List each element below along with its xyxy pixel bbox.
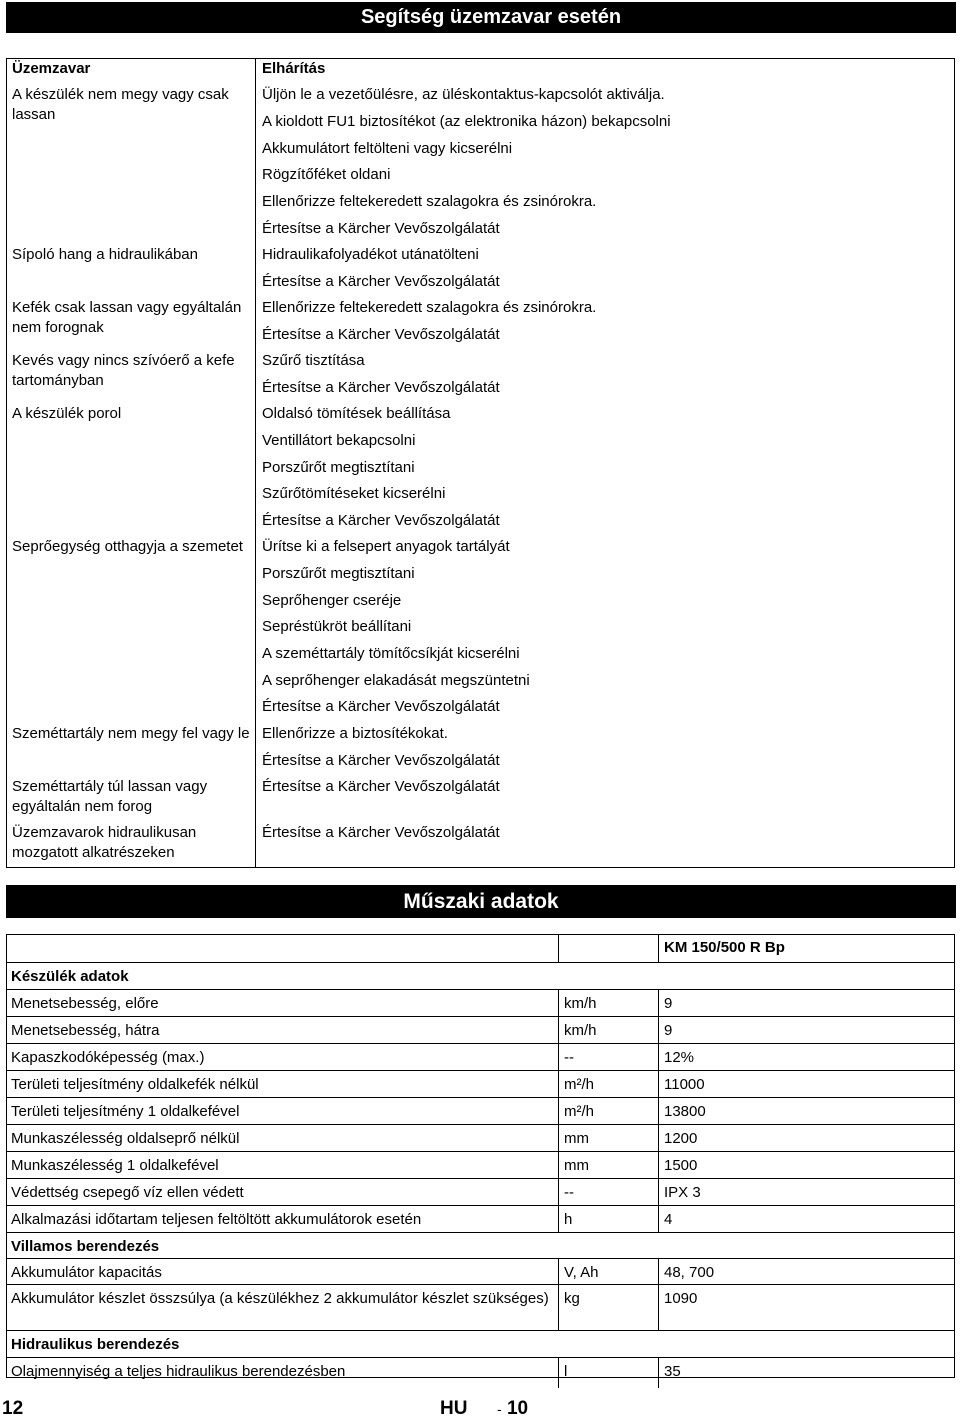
column-header-remedy: Elhárítás <box>262 60 326 77</box>
tech-value: 9 <box>664 995 673 1012</box>
column-divider <box>558 935 559 962</box>
tech-unit: m²/h <box>564 1103 594 1120</box>
fault-item: Seprőegység otthagyja a szemetet <box>12 538 243 555</box>
tech-label: Hidraulikus berendezés <box>11 1336 180 1353</box>
column-divider <box>658 1259 659 1285</box>
tech-unit: km/h <box>564 1022 597 1039</box>
tech-label: Készülék adatok <box>11 968 129 985</box>
column-header-fault: Üzemzavar <box>12 60 91 77</box>
column-divider <box>558 1071 559 1098</box>
tech-data-row <box>7 1205 954 1232</box>
column-divider <box>658 1358 659 1388</box>
fault-item: A készülék nem megy vagy csak lassan <box>12 86 229 123</box>
remedy-item: A szeméttartály tömítőcsíkját kicserélni <box>262 645 520 662</box>
tech-unit: m²/h <box>564 1076 594 1093</box>
remedy-item: Oldalsó tömítések beállítása <box>262 405 451 422</box>
tech-label: Alkalmazási időtartam teljesen feltöltött akkumulátorok esetén <box>11 1211 422 1228</box>
tech-label: Munkaszélesség oldalseprő nélkül <box>11 1130 240 1147</box>
column-divider <box>658 935 659 962</box>
remedy-item: Porszűrőt megtisztítani <box>262 565 415 582</box>
tech-value: 48, 700 <box>664 1264 715 1281</box>
remedy-item: Értesítse a Kärcher Vevőszolgálatát <box>262 273 500 290</box>
fault-item: A készülék porol <box>12 405 122 422</box>
tech-value: 35 <box>664 1363 681 1380</box>
tech-value: 1090 <box>664 1290 698 1307</box>
remedy-item: Értesítse a Kärcher Vevőszolgálatát <box>262 698 500 715</box>
column-divider <box>658 1206 659 1233</box>
column-divider <box>558 1358 559 1388</box>
tech-data-row <box>7 1124 954 1151</box>
tech-value: 11000 <box>664 1076 705 1093</box>
section-title-troubleshooting <box>6 2 956 33</box>
tech-label: Védettség csepegő víz ellen védett <box>11 1184 244 1201</box>
remedy-item: Szűrő tisztítása <box>262 352 365 369</box>
tech-data-row <box>7 989 954 1016</box>
remedy-item: Szűrőtömítéseket kicserélni <box>262 485 446 502</box>
tech-unit: mm <box>564 1157 589 1174</box>
tech-label: Kapaszkodóképesség (max.) <box>11 1049 205 1066</box>
column-divider <box>658 1179 659 1206</box>
remedy-item: Sepréstükröt beállítani <box>262 618 412 635</box>
model-name: KM 150/500 R Bp <box>664 939 785 956</box>
column-divider <box>658 1071 659 1098</box>
remedy-item: Ürítse ki a felsepert anyagok tartályát <box>262 538 510 555</box>
column-divider <box>658 1017 659 1044</box>
tech-unit: V, Ah <box>564 1264 599 1281</box>
remedy-item: Porszűrőt megtisztítani <box>262 459 415 476</box>
column-divider <box>658 990 659 1017</box>
fault-item: Üzemzavarok hidraulikusan mozgatott alkatrészeken <box>12 824 197 861</box>
remedy-item: Értesítse a Kärcher Vevőszolgálatát <box>262 824 500 841</box>
remedy-item: Ellenőrizze feltekeredett szalagokra és zsinórokra. <box>262 193 597 210</box>
troubleshooting-table <box>6 58 955 868</box>
remedy-item: Értesítse a Kärcher Vevőszolgálatát <box>262 220 500 237</box>
column-divider <box>658 1152 659 1179</box>
tech-data-row <box>7 1258 954 1284</box>
column-divider <box>558 1098 559 1125</box>
remedy-item: Seprőhenger cseréje <box>262 592 402 609</box>
column-divider <box>558 1206 559 1233</box>
column-divider <box>658 1285 659 1331</box>
tech-data-row <box>7 1151 954 1178</box>
fault-item: Sípoló hang a hidraulikában <box>12 246 198 263</box>
tech-data-row <box>7 1016 954 1043</box>
tech-group-header-row <box>7 1330 954 1357</box>
column-divider <box>558 1179 559 1206</box>
column-divider <box>255 58 256 868</box>
tech-unit: h <box>564 1211 573 1228</box>
remedy-item: Ellenőrizze feltekeredett szalagokra és zsinórokra. <box>262 299 597 316</box>
tech-unit: kg <box>564 1290 580 1307</box>
remedy-item: Értesítse a Kärcher Vevőszolgálatát <box>262 326 500 343</box>
column-divider <box>558 1044 559 1071</box>
tech-value: 13800 <box>664 1103 706 1120</box>
column-divider <box>658 1125 659 1152</box>
tech-unit: mm <box>564 1130 589 1147</box>
remedy-item: Üljön le a vezetőülésre, az üléskontaktus-kapcsolót aktiválja. <box>262 86 665 103</box>
tech-label: Olajmennyiség a teljes hidraulikus berendezésben <box>11 1363 346 1380</box>
remedy-item: Értesítse a Kärcher Vevőszolgálatát <box>262 778 500 795</box>
tech-value: IPX 3 <box>664 1184 701 1201</box>
column-divider <box>658 1044 659 1071</box>
tech-label: Akkumulátor kapacitás <box>11 1264 162 1281</box>
remedy-item: A seprőhenger elakadását megszüntetni <box>262 672 530 689</box>
fault-item: Kefék csak lassan vagy egyáltalán nem forognak <box>12 299 242 336</box>
remedy-item: Értesítse a Kärcher Vevőszolgálatát <box>262 379 500 396</box>
tech-data-row <box>7 1097 954 1124</box>
section-title-text: Műszaki adatok <box>403 889 559 913</box>
section-title-text: Segítség üzemzavar esetén <box>360 6 622 28</box>
column-divider <box>658 1098 659 1125</box>
model-header-row <box>7 935 954 962</box>
tech-value: 9 <box>664 1022 673 1039</box>
column-divider <box>558 1152 559 1179</box>
remedy-item: Értesítse a Kärcher Vevőszolgálatát <box>262 752 500 769</box>
tech-label: Menetsebesség, előre <box>11 995 159 1012</box>
tech-value: 1200 <box>664 1130 698 1147</box>
remedy-item: A kioldott FU1 biztosítékot (az elektronika házon) bekapcsolni <box>262 113 671 130</box>
tech-group-header-row <box>7 1232 954 1258</box>
tech-unit: km/h <box>564 995 597 1012</box>
tech-label: Munkaszélesség 1 oldalkefével <box>11 1157 219 1174</box>
tech-data-row <box>7 1357 954 1387</box>
page-footer <box>0 1398 960 1420</box>
sub-page-number <box>497 1398 528 1420</box>
tech-unit: -- <box>564 1049 574 1066</box>
tech-data-row <box>7 1043 954 1070</box>
fault-item: Szeméttartály túl lassan vagy egyáltalán nem forog <box>12 778 208 815</box>
tech-label: Villamos berendezés <box>11 1238 160 1255</box>
column-divider <box>558 1125 559 1152</box>
tech-unit: -- <box>564 1184 574 1201</box>
tech-data-row <box>7 1070 954 1097</box>
remedy-item: Rögzítőféket oldani <box>262 166 391 183</box>
remedy-item: Akkumulátort feltölteni vagy kicserélni <box>262 140 513 157</box>
tech-label: Menetsebesség, hátra <box>11 1022 160 1039</box>
sub-page-dash: - <box>497 1401 502 1417</box>
tech-label: Területi teljesítmény oldalkefék nélkül <box>11 1076 259 1093</box>
tech-unit: l <box>564 1363 568 1380</box>
column-divider <box>558 990 559 1017</box>
tech-value: 4 <box>664 1211 673 1228</box>
remedy-item: Hidraulikafolyadékot utánatölteni <box>262 246 479 263</box>
technical-data-table <box>6 934 955 1378</box>
remedy-item: Értesítse a Kärcher Vevőszolgálatát <box>262 512 500 529</box>
fault-item: Kevés vagy nincs szívóerő a kefe tartományban <box>12 352 235 389</box>
tech-value: 12% <box>664 1049 695 1066</box>
tech-value: 1500 <box>664 1157 698 1174</box>
tech-data-row <box>7 1284 954 1330</box>
tech-data-row <box>7 1178 954 1205</box>
remedy-item: Ventillátort bekapcsolni <box>262 432 416 449</box>
tech-label: Akkumulátor készlet összsúlya (a készülékhez 2 akkumulátor készlet szükséges) <box>11 1290 549 1307</box>
section-title-technical-data <box>6 885 956 918</box>
page-number: 12 <box>2 1398 24 1419</box>
column-divider <box>558 1259 559 1285</box>
column-divider <box>558 1285 559 1331</box>
sub-page-value: 10 <box>506 1398 529 1419</box>
tech-label: Területi teljesítmény 1 oldalkefével <box>11 1103 240 1120</box>
tech-group-header-row <box>7 962 954 989</box>
language-code: HU <box>440 1398 468 1419</box>
column-divider <box>558 1017 559 1044</box>
remedy-item: Ellenőrizze a biztosítékokat. <box>262 725 448 742</box>
fault-item: Szeméttartály nem megy fel vagy le <box>12 725 250 742</box>
